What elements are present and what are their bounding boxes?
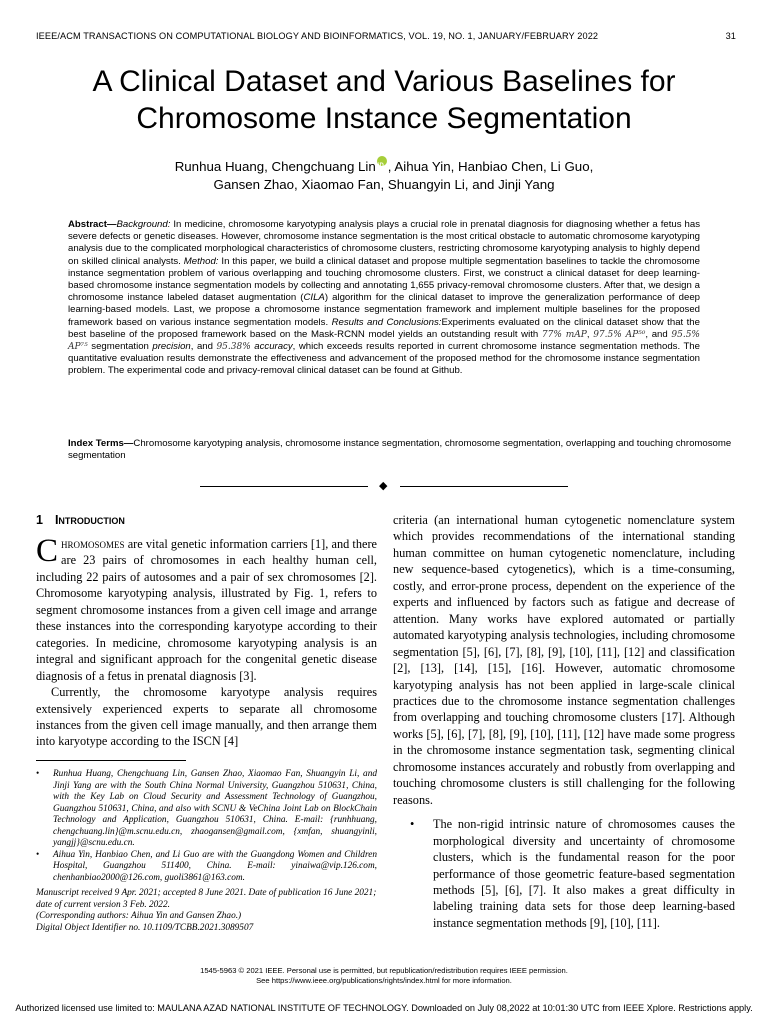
right-column <box>393 512 735 931</box>
abstract-method-a: In this paper, we build a clinical dataset and propose multiple segmentation baselines to tackle the chromosome instance segmentation problem of various overlapping and touching chromosome clusters. First, we construct a clinical dataset for deep learning-based chromosome instance segmentation models by collecting and annotating 1,655 privacy-removal chromosome clusters. After that, we design a chromosome instance labeled dataset augmentation ( <box>68 255 700 304</box>
authors-line-2: Gansen Zhao, Xiaomao Fan, Shuangyin Li, and Jinji Yang <box>213 177 555 192</box>
divider-line-left <box>200 486 368 487</box>
section-title: Introduction <box>54 513 125 527</box>
abstract-results-c: , and <box>190 341 217 353</box>
page-number: 31 <box>725 31 736 41</box>
background-label: Background: <box>116 219 171 230</box>
footnotes <box>36 769 377 934</box>
abstract-results-d: , which exceeds results reported in current chromosome instance segmentation methods. The quantitative evaluation results demonstrate the effectiveness and advancement of the proposed method for the chromosome instance segmentation problem. The experimental code and privacy-removal clinical dataset can be found at Github. <box>68 341 700 377</box>
first-word: hromosomes <box>61 537 125 551</box>
metric-ap50: 97.5% AP⁵⁰ <box>593 329 646 340</box>
doi: Digital Object Identifier no. 10.1109/TCBB.2021.3089507 <box>36 922 254 933</box>
metric-map: 77% mAP <box>541 329 587 340</box>
bullet-item <box>393 816 735 931</box>
cila-term: CILA <box>303 292 325 304</box>
section-divider <box>200 481 568 491</box>
footnote-2-text: Aihua Yin, Hanbiao Chen, and Li Guo are with the Guangdong Women and Children Hospital, Guangzhou 511400, China. E-mail: yinaiwa@vip.126.com, chenhanbiao2000@126.com, guoli3861@163.com. <box>53 849 377 883</box>
abstract-results-a: Experiments evaluated on the clinical dataset show that the best baseline of the proposed framework based on the Mask-RCNN model yields an outstanding result with <box>68 316 700 340</box>
footnote-affiliation-2 <box>36 850 377 885</box>
results-label: Results and Conclusions: <box>331 316 442 328</box>
journal-name: IEEE/ACM TRANSACTIONS ON COMPUTATIONAL BIOLOGY AND BIOINFORMATICS, VOL. 19, NO. 1, JANUARY/FEBRUARY 2022 <box>36 31 599 41</box>
license-notice: Authorized licensed use limited to: MAULANA AZAD NATIONAL INSTITUTE OF TECHNOLOGY. Downloaded on July 08,2022 at 10:01:30 UTC from IEEE Xplore. Restrictions apply. <box>15 1003 753 1013</box>
index-terms-label: Index Terms— <box>68 438 134 449</box>
bullet-item-text: The non-rigid intrinsic nature of chromosomes causes the morphological diversity and uncertainty of chromosome clusters, which is the fundamental reason for the poor performance of those geometric feature-based segmentation methods [5], [6], [7]. It also makes a great difficulty in labeling training data sets for those deep learning-based instance segmentation methods [9], [10], [11]. <box>433 817 735 930</box>
footnote-rule <box>36 760 186 761</box>
paragraph-3: criteria (an international human cytogenetic nomenclature system which provides recommendations of the international standing human committee on human cytogenetic nomenclature, including new sequence-based cytogenetics), which is a time-consuming, costly, and error-prone process, dependent on the experience of the experts and influenced by factors such as fatigue and decrease of attention. Many works have explored automated or partially automated karyotyping analysis technologies, including chromosome segmentation [5], [6], [7], [8], [9], [10], [11], [12] and classification [2], [13], [14], [15], [16]. However, automatic chromosome karyotyping analysis has not been applied in large-scale clinical practices due to the chromosome instance segmentation challenges from overlapping and touching chromosome clusters [17]. Although works [5], [6], [7], [8], [9], [10], [11], [12] have made some progress in the chromosome instance segmentation task, segmenting clinical chromosome instances accurately and robustly from overlapping and touching chromosome clusters is still challenging for the following reasons. <box>393 513 735 807</box>
abstract-label: Abstract— <box>68 219 117 230</box>
running-header <box>36 31 736 41</box>
index-terms <box>68 438 733 462</box>
abstract-background: In medicine, chromosome karyotyping analysis plays a crucial role in prenatal diagnosis for diagnosing whether a fetus has severe defects or genetic diseases. However, chromosome instance segmentation is the most critical obstacle to automatic chromosome karyotyping analysis due to the complicated morphological characteristics of chromosome clusters, restricting chromosome karyotyping analysis to highly depend on skilled clinical analysts. <box>68 219 700 267</box>
paragraph-1-text: are vital genetic information carriers [1], and there are 23 pairs of chromosomes in each healthy human cell, including 22 pairs of autosomes and a pair of sex chromosomes [2]. Chromosome karyotyping analysis, illustrated by Fig. 1, refers to segment chromosome instances from a given cell image and arrange these instances into the corresponding karyotype according to their categories. In medicine, chromosome karyotyping analysis is an integral and significant approach for the congenital genetic disease diagnosis of a fetus in prenatal diagnosis [3]. <box>36 537 377 683</box>
separator: , <box>586 328 594 340</box>
corresponding-authors: (Corresponding authors: Aihua Yin and Gansen Zhao.) <box>36 911 242 921</box>
copyright-footer <box>100 966 668 985</box>
precision-term: precision <box>152 341 191 353</box>
divider-line-right <box>400 486 568 487</box>
abstract <box>68 219 700 378</box>
copyright-line: 1545-5963 © 2021 IEEE. Personal use is permitted, but republication/redistribution requires IEEE permission. <box>200 966 568 975</box>
paragraph-1 <box>36 533 377 684</box>
left-column <box>36 533 377 750</box>
section-number: 1 <box>36 513 43 527</box>
accuracy-term: accuracy <box>250 341 293 353</box>
orcid-icon[interactable] <box>377 156 387 166</box>
paper-title <box>30 63 738 137</box>
rights-link[interactable]: See https://www.ieee.org/publications/rights/index.html for more information. <box>256 975 512 985</box>
method-label: Method: <box>183 255 219 267</box>
footnote-1-text: Runhua Huang, Chengchuang Lin, Gansen Zhao, Xiaomao Fan, Shuangyin Li, and Jinji Yang are with the South China Normal University, Guangzhou 510631, China, with the Key Lab on Cloud Security and Assessment Technology of Guangzhou, Guangzhou 510631, China, and also with SCNU & VeChina Joint Lab on BlockChain Technology and Application, Guangzhou 510631, China. E-mail: {runhhuang, chengchuang.lin}@m.scnu.edu.cn, zhaogansen@gmail.com, {xmfan, shuangyinli, yangjj}@scnu.edu.cn. <box>53 769 377 848</box>
author-list <box>60 156 708 194</box>
abstract-method-b: ) algorithm for the clinical dataset to improve the generalization performance of deep learning-based models. Last, we propose a chromosome instance segmentation framework and implement multiple baselines for the proposed framework based on various instance segmentation models. <box>68 292 700 328</box>
bullet-icon: • <box>36 769 40 779</box>
drop-cap: C <box>36 533 59 569</box>
authors-part-1: Runhua Huang, Chengchuang Lin <box>174 159 376 174</box>
title-line-2: Chromosome Instance Segmentation <box>136 102 632 135</box>
abstract-results-b: segmentation <box>87 341 153 353</box>
manuscript-dates: Manuscript received 9 Apr. 2021; accepted 8 June 2021. Date of publication 16 June 2021; date of current version 3 Feb. 2022. <box>36 888 377 910</box>
authors-part-2: , Aihua Yin, Hanbiao Chen, Li Guo, <box>387 159 594 174</box>
footnote-affiliation-1 <box>36 769 377 850</box>
index-terms-text: Chromosome karyotyping analysis, chromosome instance segmentation, chromosome segmentation, overlapping and touching chromosome segmentation <box>68 438 732 462</box>
title-line-1: A Clinical Dataset and Various Baselines for <box>92 65 676 98</box>
paragraph-2: Currently, the chromosome karyotype analysis requires extensively experienced experts to separate all chromosome instances from the given cell image manually, and then arrange them into karyotype according to the ISCN [4] <box>36 685 377 749</box>
section-heading <box>36 513 125 527</box>
diamond-icon: ◆ <box>379 479 388 492</box>
metric-ap75: 95.5% AP⁷⁵ <box>68 329 700 353</box>
bullet-icon: • <box>36 849 40 860</box>
separator: , and <box>645 328 672 340</box>
bullet-icon: • <box>410 817 415 832</box>
metric-accuracy: 95.38% <box>216 342 251 353</box>
